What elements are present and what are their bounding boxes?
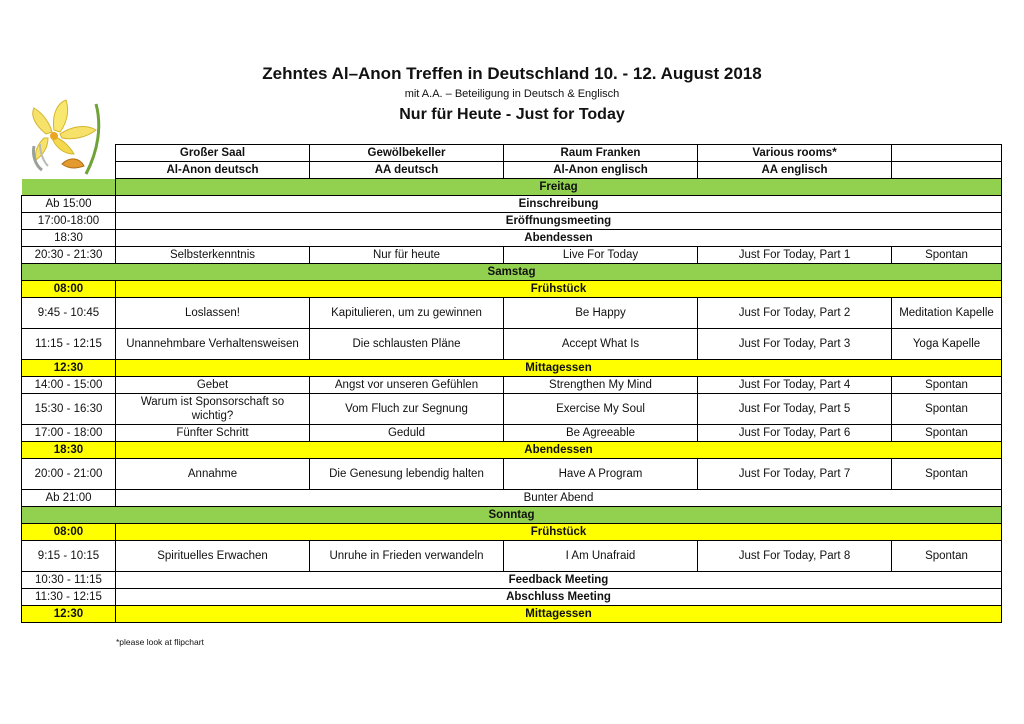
session-cell: Loslassen!	[116, 298, 310, 329]
session-cell: Unruhe in Frieden verwandeln	[310, 541, 504, 572]
day-label: Freitag	[116, 179, 1002, 196]
event-cell: Feedback Meeting	[116, 572, 1002, 589]
event-cell: Eröffnungsmeeting	[116, 213, 1002, 230]
schedule-row	[22, 459, 1002, 490]
session-cell: Spontan	[892, 377, 1002, 394]
room-header-row	[22, 145, 1002, 162]
footnote: *please look at flipchart	[116, 637, 204, 647]
schedule-row	[22, 490, 1002, 507]
meal-row	[22, 524, 1002, 541]
day-row-saturday	[22, 264, 1002, 281]
schedule-row	[22, 298, 1002, 329]
schedule-row	[22, 572, 1002, 589]
page-subtitle: mit A.A. – Beteiligung in Deutsch & Englisch	[404, 88, 620, 100]
time-cell: 08:00	[22, 524, 116, 541]
session-cell: Annahme	[116, 459, 310, 490]
schedule-row	[22, 213, 1002, 230]
event-cell: Mittagessen	[116, 360, 1002, 377]
session-cell: Just For Today, Part 5	[698, 394, 892, 425]
time-cell: 11:15 - 12:15	[22, 329, 116, 360]
motto: Nur für Heute - Just for Today	[399, 106, 625, 123]
event-cell: Abendessen	[116, 442, 1002, 459]
page-title: Zehntes Al–Anon Treffen in Deutschland 10. - 12. August 2018	[262, 64, 762, 83]
session-cell: Have A Program	[504, 459, 698, 490]
session-cell: Geduld	[310, 425, 504, 442]
time-cell: 12:30	[22, 606, 116, 623]
session-cell: Strengthen My Mind	[504, 377, 698, 394]
day-label: Samstag	[22, 264, 1002, 281]
session-cell: Accept What Is	[504, 329, 698, 360]
event-cell: Abendessen	[116, 230, 1002, 247]
time-cell: 10:30 - 11:15	[22, 572, 116, 589]
time-cell: 17:00-18:00	[22, 213, 116, 230]
event-cell: Frühstück	[116, 524, 1002, 541]
time-cell: 18:30	[22, 442, 116, 459]
session-cell: Live For Today	[504, 247, 698, 264]
event-cell: Einschreibung	[116, 196, 1002, 213]
session-cell: Spontan	[892, 394, 1002, 425]
group-header: Al-Anon deutsch	[116, 162, 310, 179]
group-header: AA deutsch	[310, 162, 504, 179]
room-header: Raum Franken	[504, 145, 698, 162]
session-cell: Just For Today, Part 7	[698, 459, 892, 490]
day-row-friday	[22, 179, 1002, 196]
session-cell: Just For Today, Part 1	[698, 247, 892, 264]
time-cell: 08:00	[22, 281, 116, 298]
session-cell: Nur für heute	[310, 247, 504, 264]
session-cell: Warum ist Sponsorschaft so wichtig?	[116, 394, 310, 425]
time-cell: 9:45 - 10:45	[22, 298, 116, 329]
session-cell: Selbsterkenntnis	[116, 247, 310, 264]
schedule-row	[22, 196, 1002, 213]
session-cell: Spontan	[892, 425, 1002, 442]
session-cell: Just For Today, Part 6	[698, 425, 892, 442]
session-cell: Yoga Kapelle	[892, 329, 1002, 360]
schedule-row	[22, 377, 1002, 394]
room-header	[892, 145, 1002, 162]
time-cell: 14:00 - 15:00	[22, 377, 116, 394]
group-header	[892, 162, 1002, 179]
time-cell: 20:30 - 21:30	[22, 247, 116, 264]
session-cell: Just For Today, Part 4	[698, 377, 892, 394]
session-cell: Vom Fluch zur Segnung	[310, 394, 504, 425]
session-cell: Exercise My Soul	[504, 394, 698, 425]
session-cell: Spontan	[892, 459, 1002, 490]
session-cell: Die Genesung lebendig halten	[310, 459, 504, 490]
meal-row	[22, 360, 1002, 377]
time-cell: 20:00 - 21:00	[22, 459, 116, 490]
event-cell: Bunter Abend	[116, 490, 1002, 507]
session-cell: Be Happy	[504, 298, 698, 329]
session-cell: Just For Today, Part 8	[698, 541, 892, 572]
session-cell: Meditation Kapelle	[892, 298, 1002, 329]
schedule-row	[22, 425, 1002, 442]
event-cell: Frühstück	[116, 281, 1002, 298]
event-cell: Abschluss Meeting	[116, 589, 1002, 606]
room-header: Gewölbekeller	[310, 145, 504, 162]
group-header: AA englisch	[698, 162, 892, 179]
session-cell: Be Agreeable	[504, 425, 698, 442]
meal-row	[22, 606, 1002, 623]
schedule-row	[22, 329, 1002, 360]
session-cell: I Am Unafraid	[504, 541, 698, 572]
session-cell: Spontan	[892, 247, 1002, 264]
session-cell: Just For Today, Part 2	[698, 298, 892, 329]
event-cell: Mittagessen	[116, 606, 1002, 623]
session-cell: Just For Today, Part 3	[698, 329, 892, 360]
schedule-row	[22, 230, 1002, 247]
session-cell: Angst vor unseren Gefühlen	[310, 377, 504, 394]
day-row-sunday	[22, 507, 1002, 524]
time-cell: Ab 15:00	[22, 196, 116, 213]
session-cell: Unannehmbare Verhaltensweisen	[116, 329, 310, 360]
room-header: Großer Saal	[116, 145, 310, 162]
session-cell: Gebet	[116, 377, 310, 394]
session-cell: Spontan	[892, 541, 1002, 572]
time-cell: 9:15 - 10:15	[22, 541, 116, 572]
time-cell: 15:30 - 16:30	[22, 394, 116, 425]
group-header-row	[22, 162, 1002, 179]
time-cell: 11:30 - 12:15	[22, 589, 116, 606]
time-cell: 12:30	[22, 360, 116, 377]
day-label: Sonntag	[22, 507, 1002, 524]
schedule-row	[22, 394, 1002, 425]
meal-row	[22, 442, 1002, 459]
time-cell: Ab 21:00	[22, 490, 116, 507]
room-header: Various rooms*	[698, 145, 892, 162]
group-header: Al-Anon englisch	[504, 162, 698, 179]
session-cell: Fünfter Schritt	[116, 425, 310, 442]
schedule-row	[22, 247, 1002, 264]
schedule-row	[22, 541, 1002, 572]
session-cell: Kapitulieren, um zu gewinnen	[310, 298, 504, 329]
schedule-table	[21, 144, 1002, 623]
session-cell: Die schlausten Pläne	[310, 329, 504, 360]
time-cell: 18:30	[22, 230, 116, 247]
schedule-row	[22, 589, 1002, 606]
time-cell: 17:00 - 18:00	[22, 425, 116, 442]
meal-row	[22, 281, 1002, 298]
session-cell: Spirituelles Erwachen	[116, 541, 310, 572]
